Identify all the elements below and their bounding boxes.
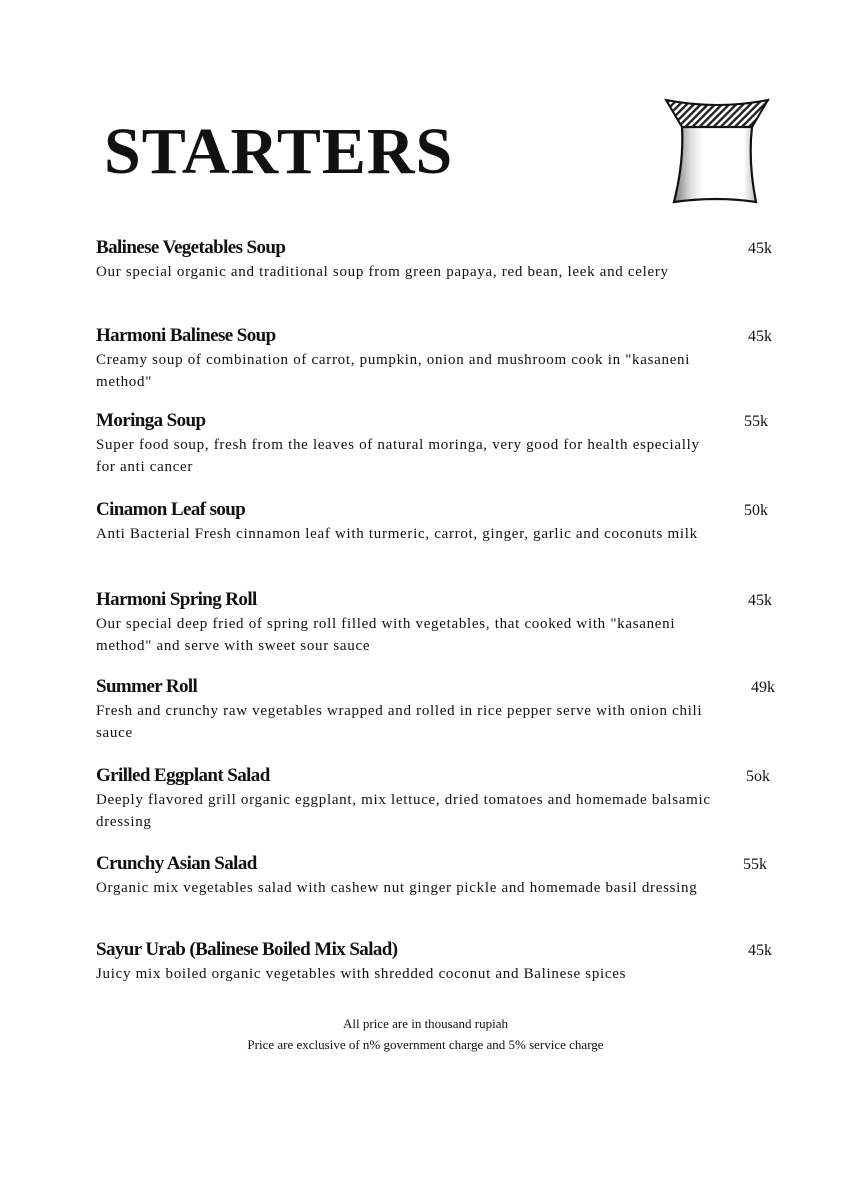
item-price: 55k — [743, 856, 767, 873]
footer-note — [0, 1013, 851, 1055]
menu-item — [96, 853, 776, 899]
item-description: Fresh and crunchy raw vegetables wrapped and rolled in rice pepper serve with onion chili sauce — [96, 703, 703, 741]
footer-charge-note: Price are exclusive of n% government charge and 5% service charge — [247, 1037, 604, 1052]
item-name: Harmoni Spring Roll — [96, 589, 257, 610]
page-title: STARTERS — [104, 115, 454, 188]
item-price: 45k — [748, 240, 772, 257]
item-name: Balinese Vegetables Soup — [96, 237, 286, 258]
item-name: Cinamon Leaf soup — [96, 499, 246, 520]
item-price: 45k — [748, 942, 772, 959]
item-name: Moringa Soup — [96, 410, 206, 431]
menu-item — [96, 676, 776, 744]
item-price: 5ok — [746, 768, 770, 785]
menu-item — [96, 765, 776, 833]
menu-item — [96, 237, 776, 283]
menu-item — [96, 939, 776, 985]
item-name: Summer Roll — [96, 676, 198, 697]
item-price: 45k — [748, 328, 772, 345]
menu-item — [96, 499, 776, 545]
item-price: 50k — [744, 502, 768, 519]
item-price: 55k — [744, 413, 768, 430]
item-description: Deeply flavored grill organic eggplant, mix lettuce, dried tomatoes and homemade balsamic dressing — [96, 792, 711, 830]
item-description: Juicy mix boiled organic vegetables with shredded coconut and Balinese spices — [96, 966, 627, 982]
item-description: Creamy soup of combination of carrot, pumpkin, onion and mushroom cook in "kasaneni method" — [96, 352, 691, 390]
hat-or-drum-icon — [662, 92, 772, 204]
item-name: Sayur Urab (Balinese Boiled Mix Salad) — [96, 939, 398, 960]
item-price: 49k — [751, 679, 775, 696]
item-description: Our special organic and traditional soup from green papaya, red bean, leek and celery — [96, 264, 669, 280]
item-name: Crunchy Asian Salad — [96, 853, 257, 874]
menu-item — [96, 589, 776, 657]
item-description: Super food soup, fresh from the leaves of natural moringa, very good for health especially for anti cancer — [96, 437, 700, 475]
menu-item — [96, 325, 776, 393]
item-name: Grilled Eggplant Salad — [96, 765, 270, 786]
menu-item — [96, 410, 776, 478]
footer-currency-note: All price are in thousand rupiah — [343, 1016, 508, 1031]
item-price: 45k — [748, 592, 772, 609]
item-description: Organic mix vegetables salad with cashew nut ginger pickle and homemade basil dressing — [96, 880, 698, 896]
item-name: Harmoni Balinese Soup — [96, 325, 276, 346]
item-description: Anti Bacterial Fresh cinnamon leaf with turmeric, carrot, ginger, garlic and coconuts milk — [96, 526, 698, 542]
item-description: Our special deep fried of spring roll filled with vegetables, that cooked with "kasaneni method" and serve with sweet sour sauce — [96, 616, 676, 654]
